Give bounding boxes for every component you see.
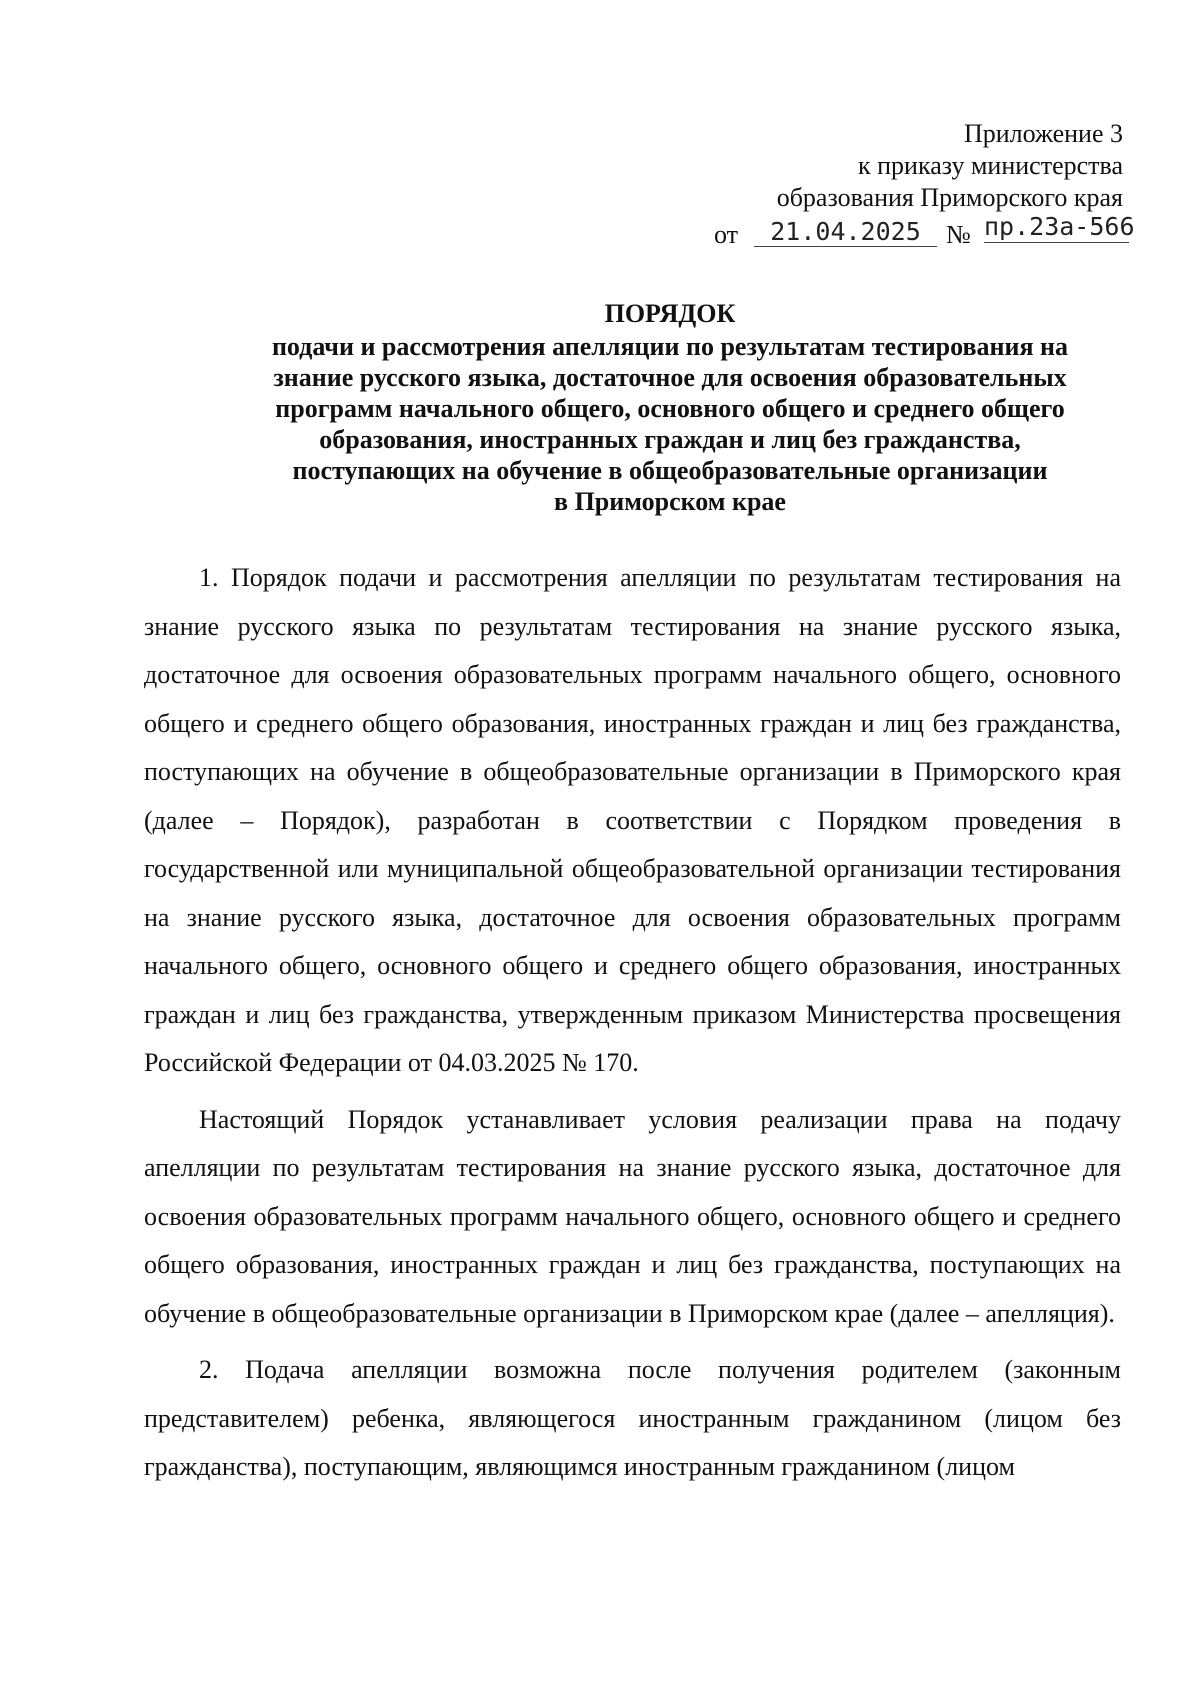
order-reference-row [714, 212, 1135, 252]
appendix-line: образования Приморского края [776, 183, 1123, 212]
appendix-block [777, 118, 1123, 214]
body-paragraph: 2. Подача апелляции возможна после получения родителем (законным представителем) ребенка, являющегося иностранным гражданином (лицом без гражданства), поступающим, являющимся иностранным гражданином (лицом [144, 1355, 1121, 1481]
body-paragraph: 1. Порядок подачи и рассмотрения апелляции по результатам тестирования на знание русского языка по результатам тестирования на знание русского языка, достаточное для освоения образовательных программ начального общего, основного общего и среднего общего образования, иностранных граждан и лиц без гражданства, поступающих на обучение в общеобразовательные организации в Приморского края (далее – Порядок), разработан в соответствии с Порядком проведения в государственной или муниципальной общеобразовательной организации тестирования на знание русского языка, достаточное для освоения образовательных программ начального общего, основного общего и среднего общего образования, иностранных граждан и лиц без гражданства, утвержденным приказом Министерства просвещения Российской Федерации от 04.03.2025 № 170. [144, 563, 1121, 1077]
title-subtitle-line: образования, иностранных граждан и лиц без гражданства, [319, 425, 1021, 454]
order-date: 21.04.2025 [754, 218, 937, 247]
title-subtitle-line: знание русского языка, достаточное для освоения образовательных [273, 363, 1067, 392]
number-sign-label: № [946, 220, 971, 249]
title-subtitle-line: подачи и рассмотрения апелляции по результатам тестирования на [271, 332, 1069, 361]
body-paragraph: Настоящий Порядок устанавливает условия реализации права на подачу апелляции по результатам тестирования на знание русского языка, достаточное для освоения образовательных программ начального общего, основного общего и среднего общего образования, иностранных граждан и лиц без гражданства, поступающих на обучение в общеобразовательные организации в Приморском крае (далее – апелляция). [144, 1104, 1121, 1328]
appendix-line: к приказу министерства [858, 151, 1123, 180]
title-main: ПОРЯДОК [604, 299, 736, 328]
order-number: пр.23а-566 [984, 212, 1135, 241]
title-subtitle-line: поступающих на обучение в общеобразовательные организации [292, 456, 1048, 485]
document-body [144, 554, 1121, 1492]
title-subtitle-line: программ начального общего, основного общего и среднего общего [275, 394, 1065, 423]
date-prefix-label: от [714, 220, 739, 249]
title-subtitle-line: в Приморском крае [554, 487, 786, 516]
appendix-line: Приложение 3 [963, 119, 1123, 148]
document-title [150, 298, 1190, 517]
